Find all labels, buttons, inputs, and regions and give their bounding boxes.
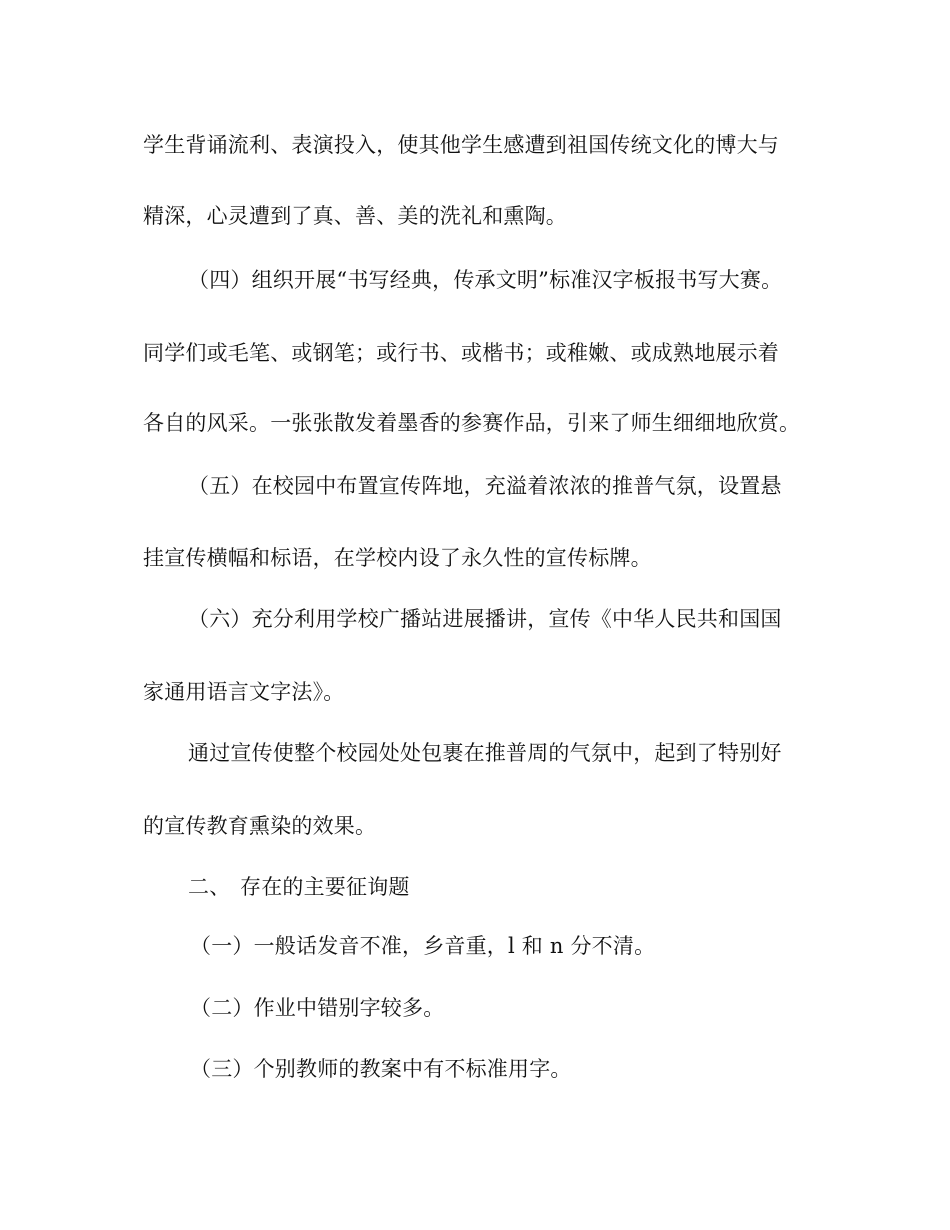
paragraph-line: 同学们或毛笔、或钢笔；或行书、或楷书；或稚嫩、或成熟地展示着 [143, 341, 779, 365]
section-number: 二、 [188, 875, 231, 899]
paragraph-line: （六）充分利用学校广播站进展播讲，宣传《中华人民共和国国 [188, 607, 782, 631]
paragraph-line: 学生背诵流利、表演投入，使其他学生感遭到祖国传统文化的博大与 [143, 133, 779, 157]
paragraph-line: 精深，心灵遭到了真、善、美的洗礼和熏陶。 [143, 204, 567, 228]
paragraph-line: （四）组织开展“书写经典，传承文明”标准汉字板报书写大赛。 [188, 268, 783, 292]
issue-item: （二）作业中错别字较多。 [190, 996, 445, 1020]
section-title: 存在的主要征询题 [240, 875, 410, 899]
paragraph-line: （五）在校园中布置宣传阵地，充溢着浓浓的推普气氛，设置悬 [188, 474, 782, 498]
paragraph-line: 各自的风采。一张张散发着墨香的参赛作品，引来了师生细细地欣赏。 [143, 411, 801, 435]
paragraph-line: 通过宣传使整个校园处处包裹在推普周的气氛中，起到了特别好 [188, 741, 782, 765]
issue-item: （一）一般话发音不准，乡音重，l 和 n 分不清。 [190, 934, 656, 958]
issue-item: （三）个别教师的教案中有不标准用字。 [190, 1057, 572, 1081]
paragraph-line: 挂宣传横幅和标语，在学校内设了永久性的宣传标牌。 [143, 546, 652, 570]
paragraph-line: 家通用语言文字法》。 [143, 680, 345, 704]
paragraph-line: 的宣传教育熏染的效果。 [143, 814, 377, 838]
